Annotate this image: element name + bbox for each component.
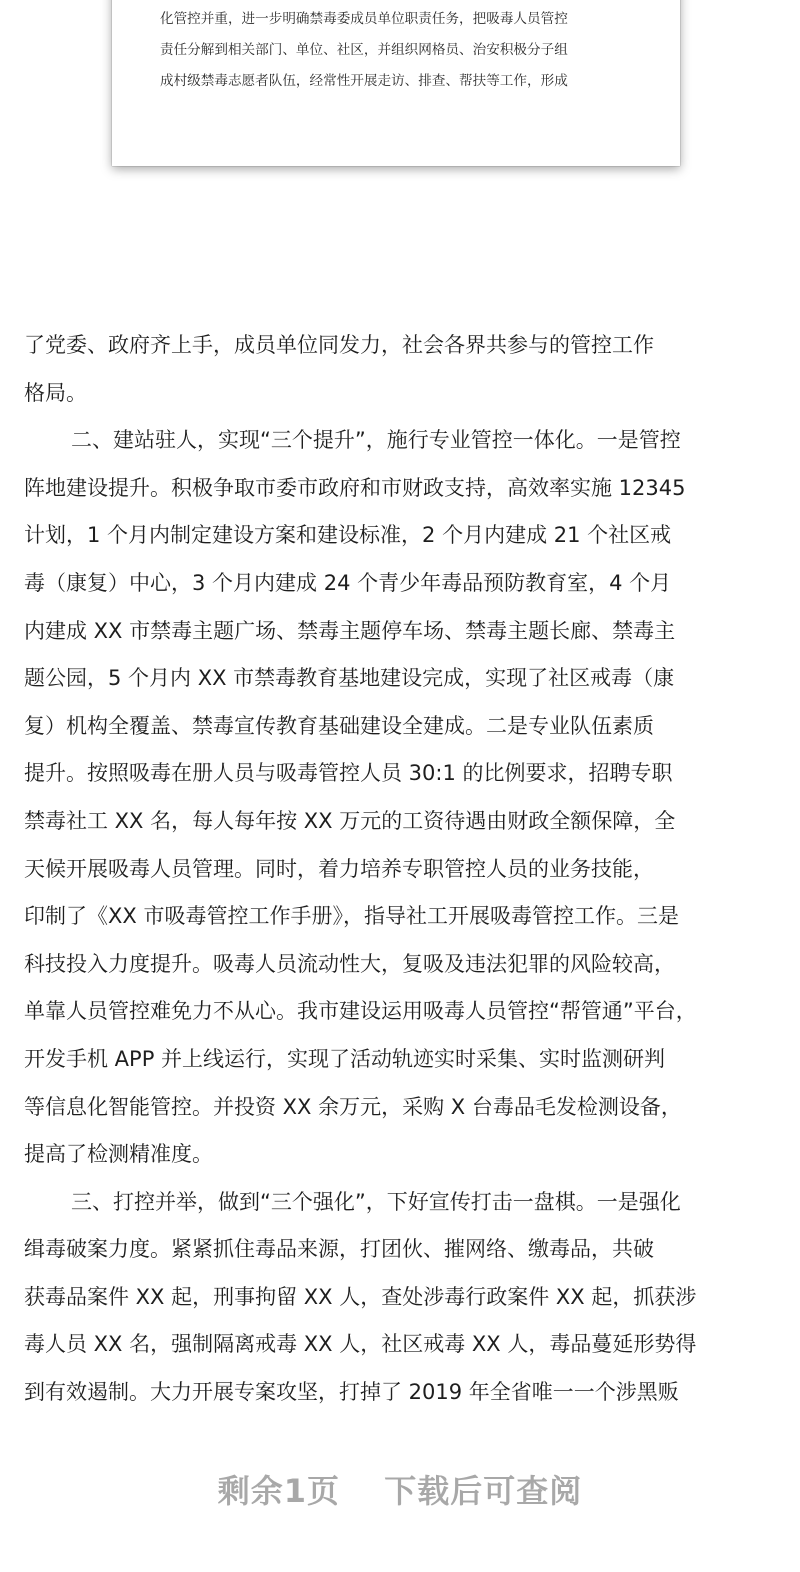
preview-line: 成村级禁毒志愿者队伍，经常性开展走访、排查、帮扶等工作，形成 xyxy=(160,73,568,89)
document-line: 内建成 XX 市禁毒主题广场、禁毒主题停车场、禁毒主题长廊、禁毒主 xyxy=(24,618,676,643)
document-line: 单靠人员管控难免力不从心。我市建设运用吸毒人员管控“帮管通”平台， xyxy=(24,999,697,1024)
page-preview-card xyxy=(112,0,680,166)
preview-line: 化管控并重，进一步明确禁毒委成员单位职责任务，把吸毒人员管控 xyxy=(160,11,568,27)
preview-text xyxy=(160,4,648,97)
document-line: 印制了《XX 市吸毒管控工作手册》，指导社工开展吸毒管控工作。三是 xyxy=(24,904,679,929)
download-hint-label: 下载后可查阅 xyxy=(384,1472,583,1510)
remaining-pages-label: 剩余1页 xyxy=(217,1472,341,1510)
document-line: 科技投入力度提升。吸毒人员流动性大，复吸及违法犯罪的风险较高， xyxy=(24,951,675,976)
document-line: 提升。按照吸毒在册人员与吸毒管控人员 30:1 的比例要求，招聘专职 xyxy=(24,761,673,786)
document-line: 禁毒社工 XX 名，每人每年按 XX 万元的工资待遇由财政全额保障，全 xyxy=(24,808,676,833)
document-line: 到有效遏制。大力开展专案攻坚，打掉了 2019 年全省唯一一个涉黑贩 xyxy=(24,1380,679,1405)
document-line: 天候开展吸毒人员管理。同时，着力培养专职管控人员的业务技能， xyxy=(24,856,654,881)
document-line: 二、建站驻人，实现“三个提升”，施行专业管控一体化。一是管控 xyxy=(71,428,681,453)
document-line: 复）机构全覆盖、禁毒宣传教育基础建设全建成。二是专业队伍素质 xyxy=(24,713,654,738)
document-line: 格局。 xyxy=(24,380,87,405)
document-line: 等信息化智能管控。并投资 XX 余万元，采购 X 台毒品毛发检测设备， xyxy=(24,1094,682,1119)
document-line: 了党委、政府齐上手，成员单位同发力，社会各界共参与的管控工作 xyxy=(24,333,654,357)
preview-line: 责任分解到相关部门、单位、社区，并组织网格员、治安积极分子组 xyxy=(160,42,568,58)
document-line: 缉毒破案力度。紧紧抓住毒品来源，打团伙、摧网络、缴毒品，共破 xyxy=(24,1237,654,1262)
document-line: 提高了检测精准度。 xyxy=(24,1142,213,1167)
document-line: 三、打控并举，做到“三个强化”，下好宣传打击一盘棋。一是强化 xyxy=(71,1189,681,1214)
remaining-pages-notice[interactable] xyxy=(0,1466,800,1512)
document-line: 题公园，5 个月内 XX 市禁毒教育基地建设完成，实现了社区戒毒（康 xyxy=(24,666,675,691)
document-line: 开发手机 APP 并上线运行，实现了活动轨迹实时采集、实时监测研判 xyxy=(24,1046,666,1071)
document-line: 阵地建设提升。积极争取市委市政府和市财政支持，高效率实施 12345 xyxy=(24,475,686,500)
document-line: 毒（康复）中心，3 个月内建成 24 个青少年毒品预防教育室，4 个月 xyxy=(24,570,672,595)
document-line: 计划，1 个月内制定建设方案和建设标准，2 个月内建成 21 个社区戒 xyxy=(24,523,672,548)
document-line: 毒人员 XX 名，强制隔离戒毒 XX 人，社区戒毒 XX 人，毒品蔓延形势得 xyxy=(24,1332,697,1357)
document-line: 获毒品案件 XX 起，刑事拘留 XX 人，查处涉毒行政案件 XX 起，抓获涉 xyxy=(24,1284,697,1309)
document-body xyxy=(24,322,780,1417)
